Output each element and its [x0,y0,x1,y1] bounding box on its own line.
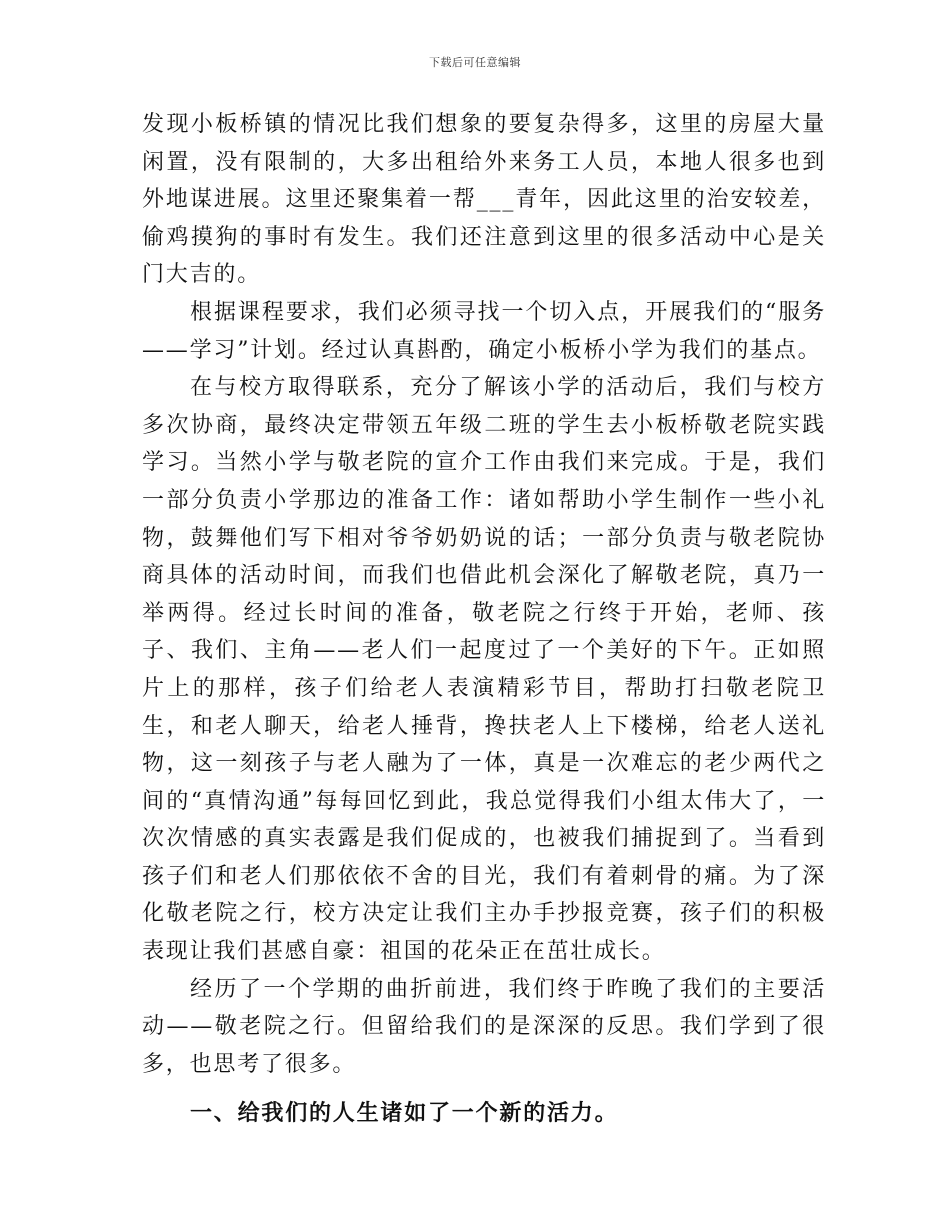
page-header: 下载后可任意编辑 [429,56,521,69]
paragraph-continued: 发现小板桥镇的情况比我们想象的要复杂得多，这里的房屋大量闲置，没有限制的，大多出租给外来务工人员，本地人很多也到外地谋进展。这里还聚集着一帮___青年，因此这里的治安较差，偷鸡摸狗的事时有发生。我们还注意到这里的很多活动中心是关门大吉的。 [142,112,826,288]
paragraph-reflection: 经历了一个学期的曲折前进，我们终于昨晚了我们的主要活动——敬老院之行。但留给我们的是深深的反思。我们学到了很多，也思考了很多。 [142,976,826,1077]
section-heading: 一、给我们的人生诸如了一个新的活力。 [190,1101,619,1127]
paragraph-course-requirement: 根据课程要求，我们必须寻找一个切入点，开展我们的“服务——学习”计划。经过认真斟酌，确定小板桥小学为我们的基点。 [142,299,826,363]
document-body [142,106,826,1133]
paragraph-nursing-home-visit: 在与校方取得联系，充分了解该小学的活动后，我们与校方多次协商，最终决定带领五年级二班的学生去小板桥敬老院实践学习。当然小学与敬老院的宣介工作由我们来完成。于是，我们一部分负责小学那边的准备工作：诸如帮助小学生制作一些小礼物，鼓舞他们写下相对爷爷奶奶说的话；一部分负责与敬老院协商具体的活动时间，而我们也借此机会深化了解敬老院，真乃一举两得。经过长时间的准备，敬老院之行终于开始，老师、孩子、我们、主角——老人们一起度过了一个美好的下午。正如照片上的那样，孩子们给老人表演精彩节目，帮助打扫敬老院卫生，和老人聊天，给老人捶背，搀扶老人上下楼梯，给老人送礼物，这一刻孩子与老人融为了一体，真是一次难忘的老少两代之间的“真情沟通”每每回忆到此，我总觉得我们小组太伟大了，一次次情感的真实表露是我们促成的，也被我们捕捉到了。当看到孩子们和老人们那依依不舍的目光，我们有着刺骨的痛。为了深化敬老院之行，校方决定让我们主办手抄报竞赛，孩子们的积极表现让我们甚感自豪：祖国的花朵正在茁壮成长。 [142,375,826,965]
